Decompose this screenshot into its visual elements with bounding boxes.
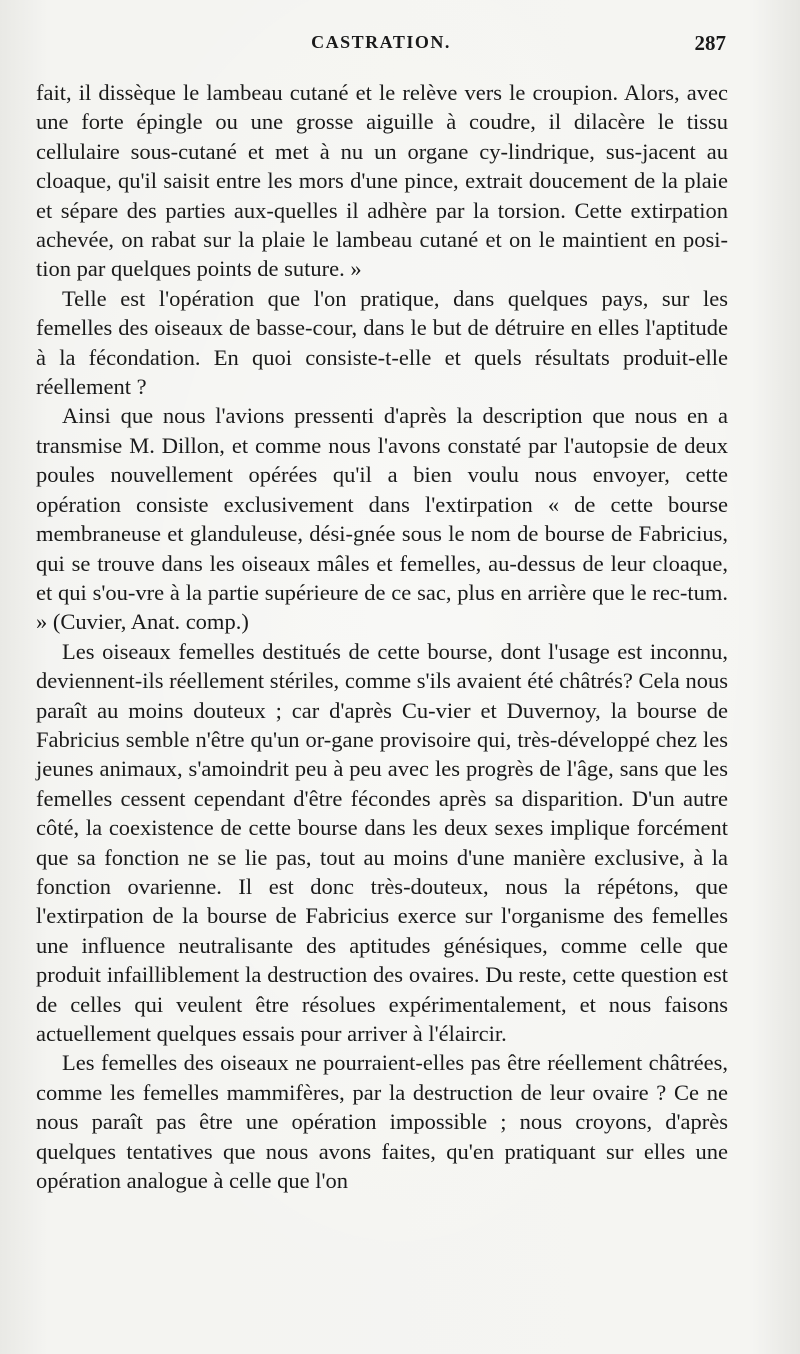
running-head: CASTRATION. xyxy=(311,32,451,52)
page-header xyxy=(36,32,726,62)
paragraph: Les femelles des oiseaux ne pourraient-elles pas être réellement châtrées, comme les femelles mammifères, par la destruction de leur ovaire ? Ce ne nous paraît pas être une opération impossible ; nous croyons, d'après quelques tentatives que nous avons faites, qu'en pratiquant sur elles une opération analogue à celle que l'on xyxy=(36,1050,728,1194)
page-number: 287 xyxy=(694,31,726,55)
body-text xyxy=(36,78,728,1195)
paragraph: Ainsi que nous l'avions pressenti d'après la description que nous en a transmise M. Dillon, et comme nous l'avons constaté par l'autopsie de deux poules nouvellement opérées qu'il a bien voulu nous envoyer, cette opération consiste exclusivement dans l'extirpation « de cette bourse membraneuse et glanduleuse, dési-gnée sous le nom de bourse de Fabricius, qui se trouve dans les oiseaux mâles et femelles, au-dessus de leur cloaque, et qui s'ou-vre à la partie supérieure de ce sac, plus en arrière que le rec-tum. » (Cuvier, Anat. comp.) xyxy=(36,403,728,635)
paragraph: Les oiseaux femelles destitués de cette bourse, dont l'usage est inconnu, deviennent-ils réellement stériles, comme s'ils avaient été châtrés? Cela nous paraît au moins douteux ; car d'après Cu-vier et Duvernoy, la bourse de Fabricius semble n'être qu'un or-gane provisoire qui, très-développé chez les jeunes animaux, s'amoindrit peu à peu avec les progrès de l'âge, sans que les femelles cessent cependant d'être fécondes après sa disparition. D'un autre côté, la coexistence de cette bourse dans les deux sexes implique forcément que sa fonction ne se lie pas, tout au moins d'une manière exclusive, à la fonction ovarienne. Il est donc très-douteux, nous la répétons, que l'extirpation de la bourse de Fabricius exerce sur l'organisme des femelles une influence neutralisante des aptitudes génésiques, comme celle que produit infailliblement la destruction des ovaires. Du reste, cette question est de celles qui veulent être résolues expérimentalement, et nous faisons actuellement quelques essais pour arriver à l'élaircir. xyxy=(36,638,728,1046)
paragraph: Telle est l'opération que l'on pratique, dans quelques pays, sur les femelles des oiseaux de basse-cour, dans le but de détruire en elles l'aptitude à la fécondation. En quoi consiste-t-elle et quels résultats produit-elle réellement ? xyxy=(36,285,728,400)
paragraph-continuation: fait, il dissèque le lambeau cutané et le relève vers le croupion. Alors, avec une forte épingle ou une grosse aiguille à coudre, il dilacère le tissu cellulaire sous-cutané et met à nu un organe cy-lindrique, sus-jacent au cloaque, qu'il saisit entre les mors d'une pince, extrait doucement de la plaie et sépare des parties aux-quelles il adhère par la torsion. Cette extirpation achevée, on rabat sur la plaie le lambeau cutané et on le maintient en posi-tion par quelques points de suture. » xyxy=(36,80,728,282)
